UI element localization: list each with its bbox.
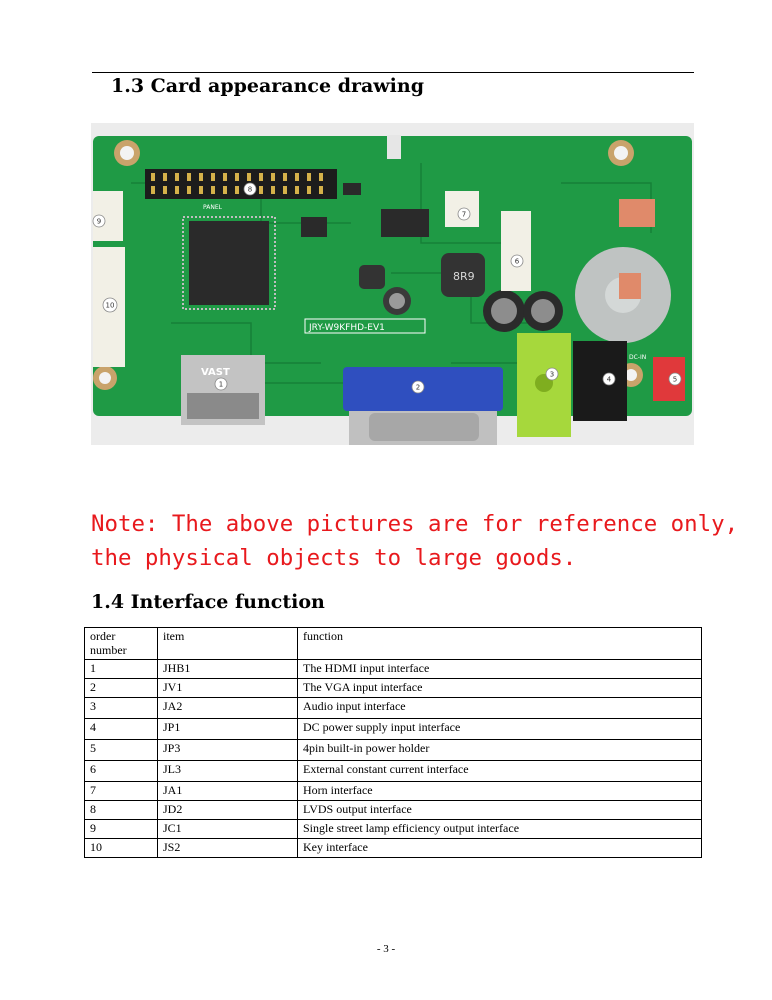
table-row <box>85 839 702 858</box>
cell-function: The HDMI input interface <box>298 660 702 679</box>
cell-item: JP3 <box>158 740 298 761</box>
section-heading-1-3: 1.3 Card appearance drawing <box>111 75 424 97</box>
board-photo <box>91 123 694 445</box>
inductor-label: 8R9 <box>453 270 475 283</box>
note-line-2: the physical objects to large goods. <box>91 545 577 571</box>
callout-10 <box>103 298 117 312</box>
cell-function: DC power supply input interface <box>298 719 702 740</box>
cell-order-number: 10 <box>85 839 158 858</box>
cell-item: JV1 <box>158 679 298 698</box>
svg-text:8: 8 <box>247 185 253 194</box>
callout-4 <box>603 373 615 385</box>
cell-item: JL3 <box>158 761 298 782</box>
callout-8 <box>244 183 256 195</box>
table-row <box>85 660 702 679</box>
svg-text:10: 10 <box>105 301 115 310</box>
cell-order-number: 8 <box>85 801 158 820</box>
model-silkscreen: JRY-W9KFHD-EV1 <box>309 323 385 333</box>
callout-1 <box>215 378 227 390</box>
svg-text:3: 3 <box>549 370 555 379</box>
cell-order-number: 7 <box>85 782 158 801</box>
cell-item: JS2 <box>158 839 298 858</box>
callout-5 <box>669 373 681 385</box>
cell-function: Audio input interface <box>298 698 702 719</box>
main-chip <box>189 221 269 305</box>
svg-text:1: 1 <box>218 380 224 389</box>
lvds-header <box>145 169 337 199</box>
svg-text:6: 6 <box>514 257 520 266</box>
dc-jack <box>573 341 627 421</box>
reference-note <box>91 507 739 575</box>
cell-order-number: 4 <box>85 719 158 740</box>
table-row <box>85 801 702 820</box>
top-rule <box>92 72 694 73</box>
cell-order-number: 6 <box>85 761 158 782</box>
table-row <box>85 740 702 761</box>
table-row <box>85 782 702 801</box>
interface-table <box>84 627 702 858</box>
svg-text:5: 5 <box>672 375 678 384</box>
cell-item: JD2 <box>158 801 298 820</box>
cell-function: Key interface <box>298 839 702 858</box>
page-number: - 3 - <box>376 943 396 955</box>
ic-chip <box>381 209 429 237</box>
panel-silkscreen: PANEL <box>203 204 222 211</box>
cell-item: JC1 <box>158 820 298 839</box>
header-function: function <box>298 628 702 660</box>
table-row <box>85 820 702 839</box>
callout-9 <box>93 215 105 227</box>
table-row <box>85 679 702 698</box>
cell-item: JHB1 <box>158 660 298 679</box>
cell-function: LVDS output interface <box>298 801 702 820</box>
header-order-number: order number <box>85 628 158 660</box>
note-line-1: Note: The above pictures are for reference only, <box>91 511 739 537</box>
cell-order-number: 2 <box>85 679 158 698</box>
cell-order-number: 5 <box>85 740 158 761</box>
section-heading-1-4: 1.4 Interface function <box>91 591 325 613</box>
svg-text:4: 4 <box>606 375 612 384</box>
cell-order-number: 1 <box>85 660 158 679</box>
cell-item: JA1 <box>158 782 298 801</box>
cell-function: The VGA input interface <box>298 679 702 698</box>
callout-3 <box>546 368 558 380</box>
cell-item: JP1 <box>158 719 298 740</box>
cell-order-number: 3 <box>85 698 158 719</box>
cell-function: External constant current interface <box>298 761 702 782</box>
svg-text:7: 7 <box>461 210 467 219</box>
callout-6 <box>511 255 523 267</box>
cell-function: 4pin built-in power holder <box>298 740 702 761</box>
cell-function: Horn interface <box>298 782 702 801</box>
header-item: item <box>158 628 298 660</box>
table-row <box>85 761 702 782</box>
callout-7 <box>458 208 470 220</box>
pcb-illustration <box>91 123 694 445</box>
table-row <box>85 719 702 740</box>
table-header-row <box>85 628 702 660</box>
cell-order-number: 9 <box>85 820 158 839</box>
hdmi-brand-label: VAST <box>201 367 230 378</box>
jl3-connector <box>501 211 531 291</box>
cell-item: JA2 <box>158 698 298 719</box>
cell-function: Single street lamp efficiency output interface <box>298 820 702 839</box>
callout-2 <box>412 381 424 393</box>
svg-text:9: 9 <box>96 217 102 226</box>
svg-text:2: 2 <box>415 383 421 392</box>
table-row <box>85 698 702 719</box>
dcin-silkscreen: DC-IN <box>629 354 647 361</box>
